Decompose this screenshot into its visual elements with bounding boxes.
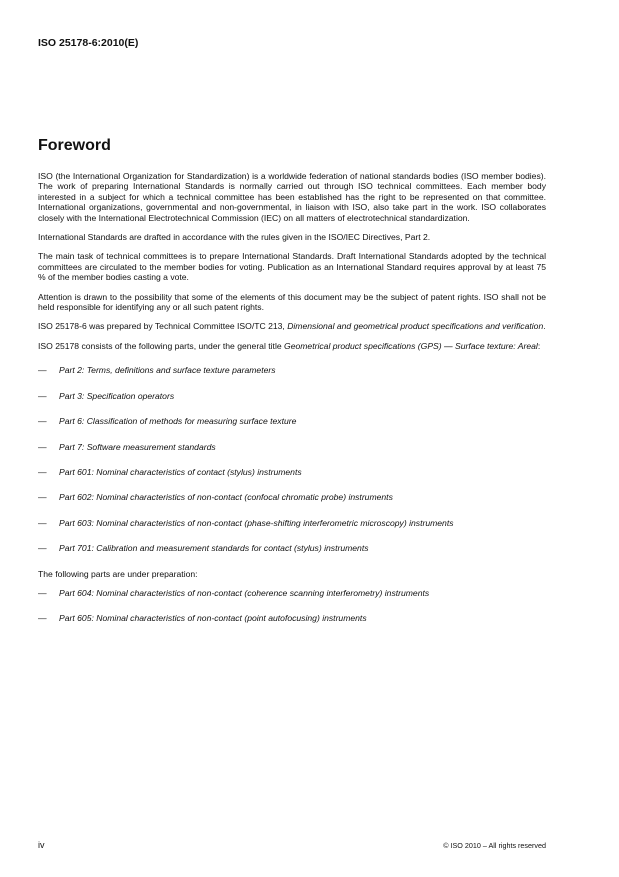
general-title: Geometrical product specifications (GPS) — Surface texture: Areal <box>284 340 538 351</box>
list-item <box>38 543 546 553</box>
list-dash: — <box>38 416 47 427</box>
part-title: Part 3: Specification operators <box>59 390 175 401</box>
list-item <box>38 467 546 477</box>
prepared-by-suffix: . <box>543 321 546 332</box>
list-dash: — <box>38 543 47 554</box>
paragraph-prepared-by <box>38 321 546 331</box>
document-id-header: ISO 25178-6:2010(E) <box>38 37 139 49</box>
prepared-by-text: ISO 25178-6 was prepared by Technical Committee ISO/TC 213, <box>38 321 288 332</box>
list-item <box>38 365 546 375</box>
part-title: Part 7: Software measurement standards <box>59 441 216 452</box>
list-item <box>38 613 546 623</box>
list-item <box>38 391 546 401</box>
list-dash: — <box>38 492 47 503</box>
part-title: Part 701: Calibration and measurement standards for contact (stylus) instruments <box>59 543 369 554</box>
part-title: Part 6: Classification of methods for measuring surface texture <box>59 416 297 427</box>
foreword-body <box>38 171 546 639</box>
committee-title: Dimensional and geometrical product specifications and verification <box>287 321 544 332</box>
list-dash: — <box>38 466 47 477</box>
parts-list <box>38 365 546 553</box>
paragraph-iso-intro: ISO (the International Organization for Standardization) is a worldwide federation of national standards bodies (ISO member bodies). The work of preparing International Standards is normally carried out through ISO technical committees. Each member body interested in a subject for which a technical committee has been established has the right to be represented on that committee. International organizations, governmental and non-governmental, in liaison with ISO, also take part in the work. ISO collaborates closely with the International Electrotechnical Commission (IEC) on all matters of electrotechnical standardization. <box>38 171 546 223</box>
list-item <box>38 588 546 598</box>
preparation-parts-list <box>38 588 546 624</box>
part-title: Part 604: Nominal characteristics of non-contact (coherence scanning interferometry) instruments <box>59 587 430 598</box>
consists-of-text: ISO 25178 consists of the following parts, under the general title <box>38 340 285 351</box>
page-number: iv <box>38 840 45 850</box>
paragraph-committees: The main task of technical committees is to prepare International Standards. Draft International Standards adopted by the technical committees are circulated to the member bodies for voting. Publication as an International Standard requires approval by at least 75 % of the member bodies casting a vote. <box>38 251 546 283</box>
paragraph-directives: International Standards are drafted in accordance with the rules given in the ISO/IEC Directives, Part 2. <box>38 232 431 243</box>
paragraph-consists-of <box>38 341 546 351</box>
page-title: Foreword <box>38 137 111 154</box>
part-title: Part 601: Nominal characteristics of contact (stylus) instruments <box>59 466 302 477</box>
list-dash: — <box>38 365 47 376</box>
list-item <box>38 442 546 452</box>
list-item <box>38 416 546 426</box>
list-dash: — <box>38 390 47 401</box>
part-title: Part 2: Terms, definitions and surface texture parameters <box>59 365 276 376</box>
paragraph-patent-rights: Attention is drawn to the possibility that some of the elements of this document may be the subject of patent rights. ISO shall not be held responsible for identifying any or all such patent rights. <box>38 291 546 313</box>
consists-of-suffix: : <box>537 340 541 351</box>
list-item <box>38 518 546 528</box>
list-item <box>38 492 546 502</box>
list-dash: — <box>38 517 47 528</box>
list-dash: — <box>38 587 47 598</box>
list-dash: — <box>38 441 47 452</box>
part-title: Part 605: Nominal characteristics of non-contact (point autofocusing) instruments <box>59 613 367 624</box>
copyright-notice: © ISO 2010 – All rights reserved <box>443 841 546 850</box>
part-title: Part 602: Nominal characteristics of non-contact (confocal chromatic probe) instruments <box>59 492 393 503</box>
part-title: Part 603: Nominal characteristics of non-contact (phase-shifting interferometric microscopy) instruments <box>59 517 454 528</box>
paragraph-under-preparation: The following parts are under preparation: <box>38 568 198 579</box>
list-dash: — <box>38 613 47 624</box>
